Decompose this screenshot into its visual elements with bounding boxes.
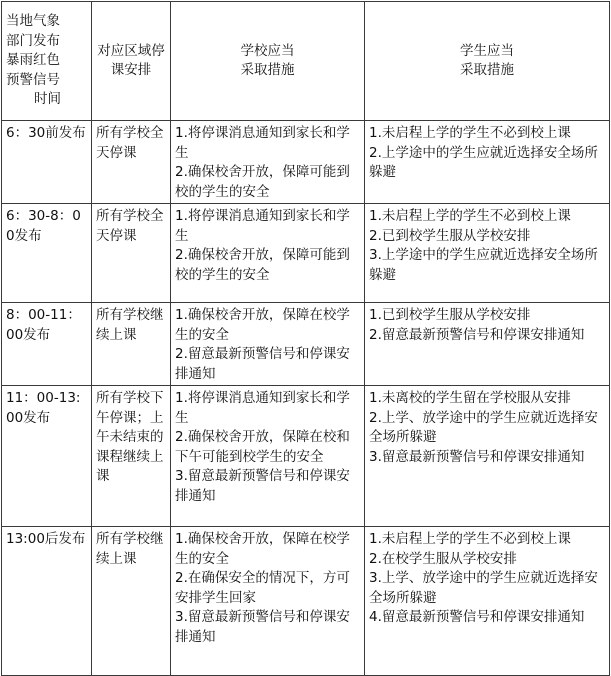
student-measures-cell: 1.已到校学生服从学校安排 2.留意最新预警信号和停课安排通知 [365, 303, 610, 386]
header-suspension-arrangement: 对应区域停课安排 [92, 2, 171, 121]
time-cell: 11：00-13:00发布 [2, 386, 92, 527]
student-measures-cell: 1.未启程上学的学生不必到校上课 2.已到校学生服从学校安排 3.上学途中的学生应就近选择安全场所躲避 [365, 204, 610, 303]
time-cell: 6：30前发布 [2, 121, 92, 204]
rainstorm-class-suspension-table [1, 1, 610, 676]
arrangement-cell: 所有学校继续上课 [92, 303, 171, 386]
student-measures-cell: 1.未启程上学的学生不必到校上课 2.在校学生服从学校安排 3.上学、放学途中的学生应就近选择安全场所躲避 4.留意最新预警信号和停课安排通知 [365, 527, 610, 676]
arrangement-cell: 所有学校继续上课 [92, 527, 171, 676]
arrangement-cell: 所有学校全天停课 [92, 121, 171, 204]
header-school-measures: 学校应当 采取措施 [171, 2, 365, 121]
table-row [2, 121, 610, 204]
table-row [2, 386, 610, 527]
school-measures-cell: 1.将停课消息通知到家长和学生 2.确保校舍开放，保障可能到校的学生的安全 [171, 121, 365, 204]
table-row [2, 303, 610, 386]
header-warning-time: 当地气象 部门发布 暴雨红色 预警信号 时间 [2, 2, 92, 121]
arrangement-cell: 所有学校下午停课；上午未结束的课程继续上课 [92, 386, 171, 527]
time-cell: 13:00后发布 [2, 527, 92, 676]
school-measures-cell: 1.将停课消息通知到家长和学生 2.确保校舍开放，保障在校和下午可能到校学生的安全 3.留意最新预警信号和停课安排通知 [171, 386, 365, 527]
table-row [2, 204, 610, 303]
time-cell: 6：30-8：00发布 [2, 204, 92, 303]
table-row [2, 527, 610, 676]
time-cell: 8：00-11：00发布 [2, 303, 92, 386]
student-measures-cell: 1.未离校的学生留在学校服从安排 2.上学、放学途中的学生应就近选择安全场所躲避 3.留意最新预警信号和停课安排通知 [365, 386, 610, 527]
student-measures-cell: 1.未启程上学的学生不必到校上课 2.上学途中的学生应就近选择安全场所躲避 [365, 121, 610, 204]
school-measures-cell: 1.确保校舍开放，保障在校学生的安全 2.在确保安全的情况下，方可安排学生回家 3.留意最新预警信号和停课安排通知 [171, 527, 365, 676]
header-row [2, 2, 610, 121]
header-student-measures: 学生应当 采取措施 [365, 2, 610, 121]
school-measures-cell: 1.将停课消息通知到家长和学生 2.确保校舍开放，保障可能到校的学生的安全 [171, 204, 365, 303]
school-measures-cell: 1.确保校舍开放，保障在校学生的安全 2.留意最新预警信号和停课安排通知 [171, 303, 365, 386]
arrangement-cell: 所有学校全天停课 [92, 204, 171, 303]
